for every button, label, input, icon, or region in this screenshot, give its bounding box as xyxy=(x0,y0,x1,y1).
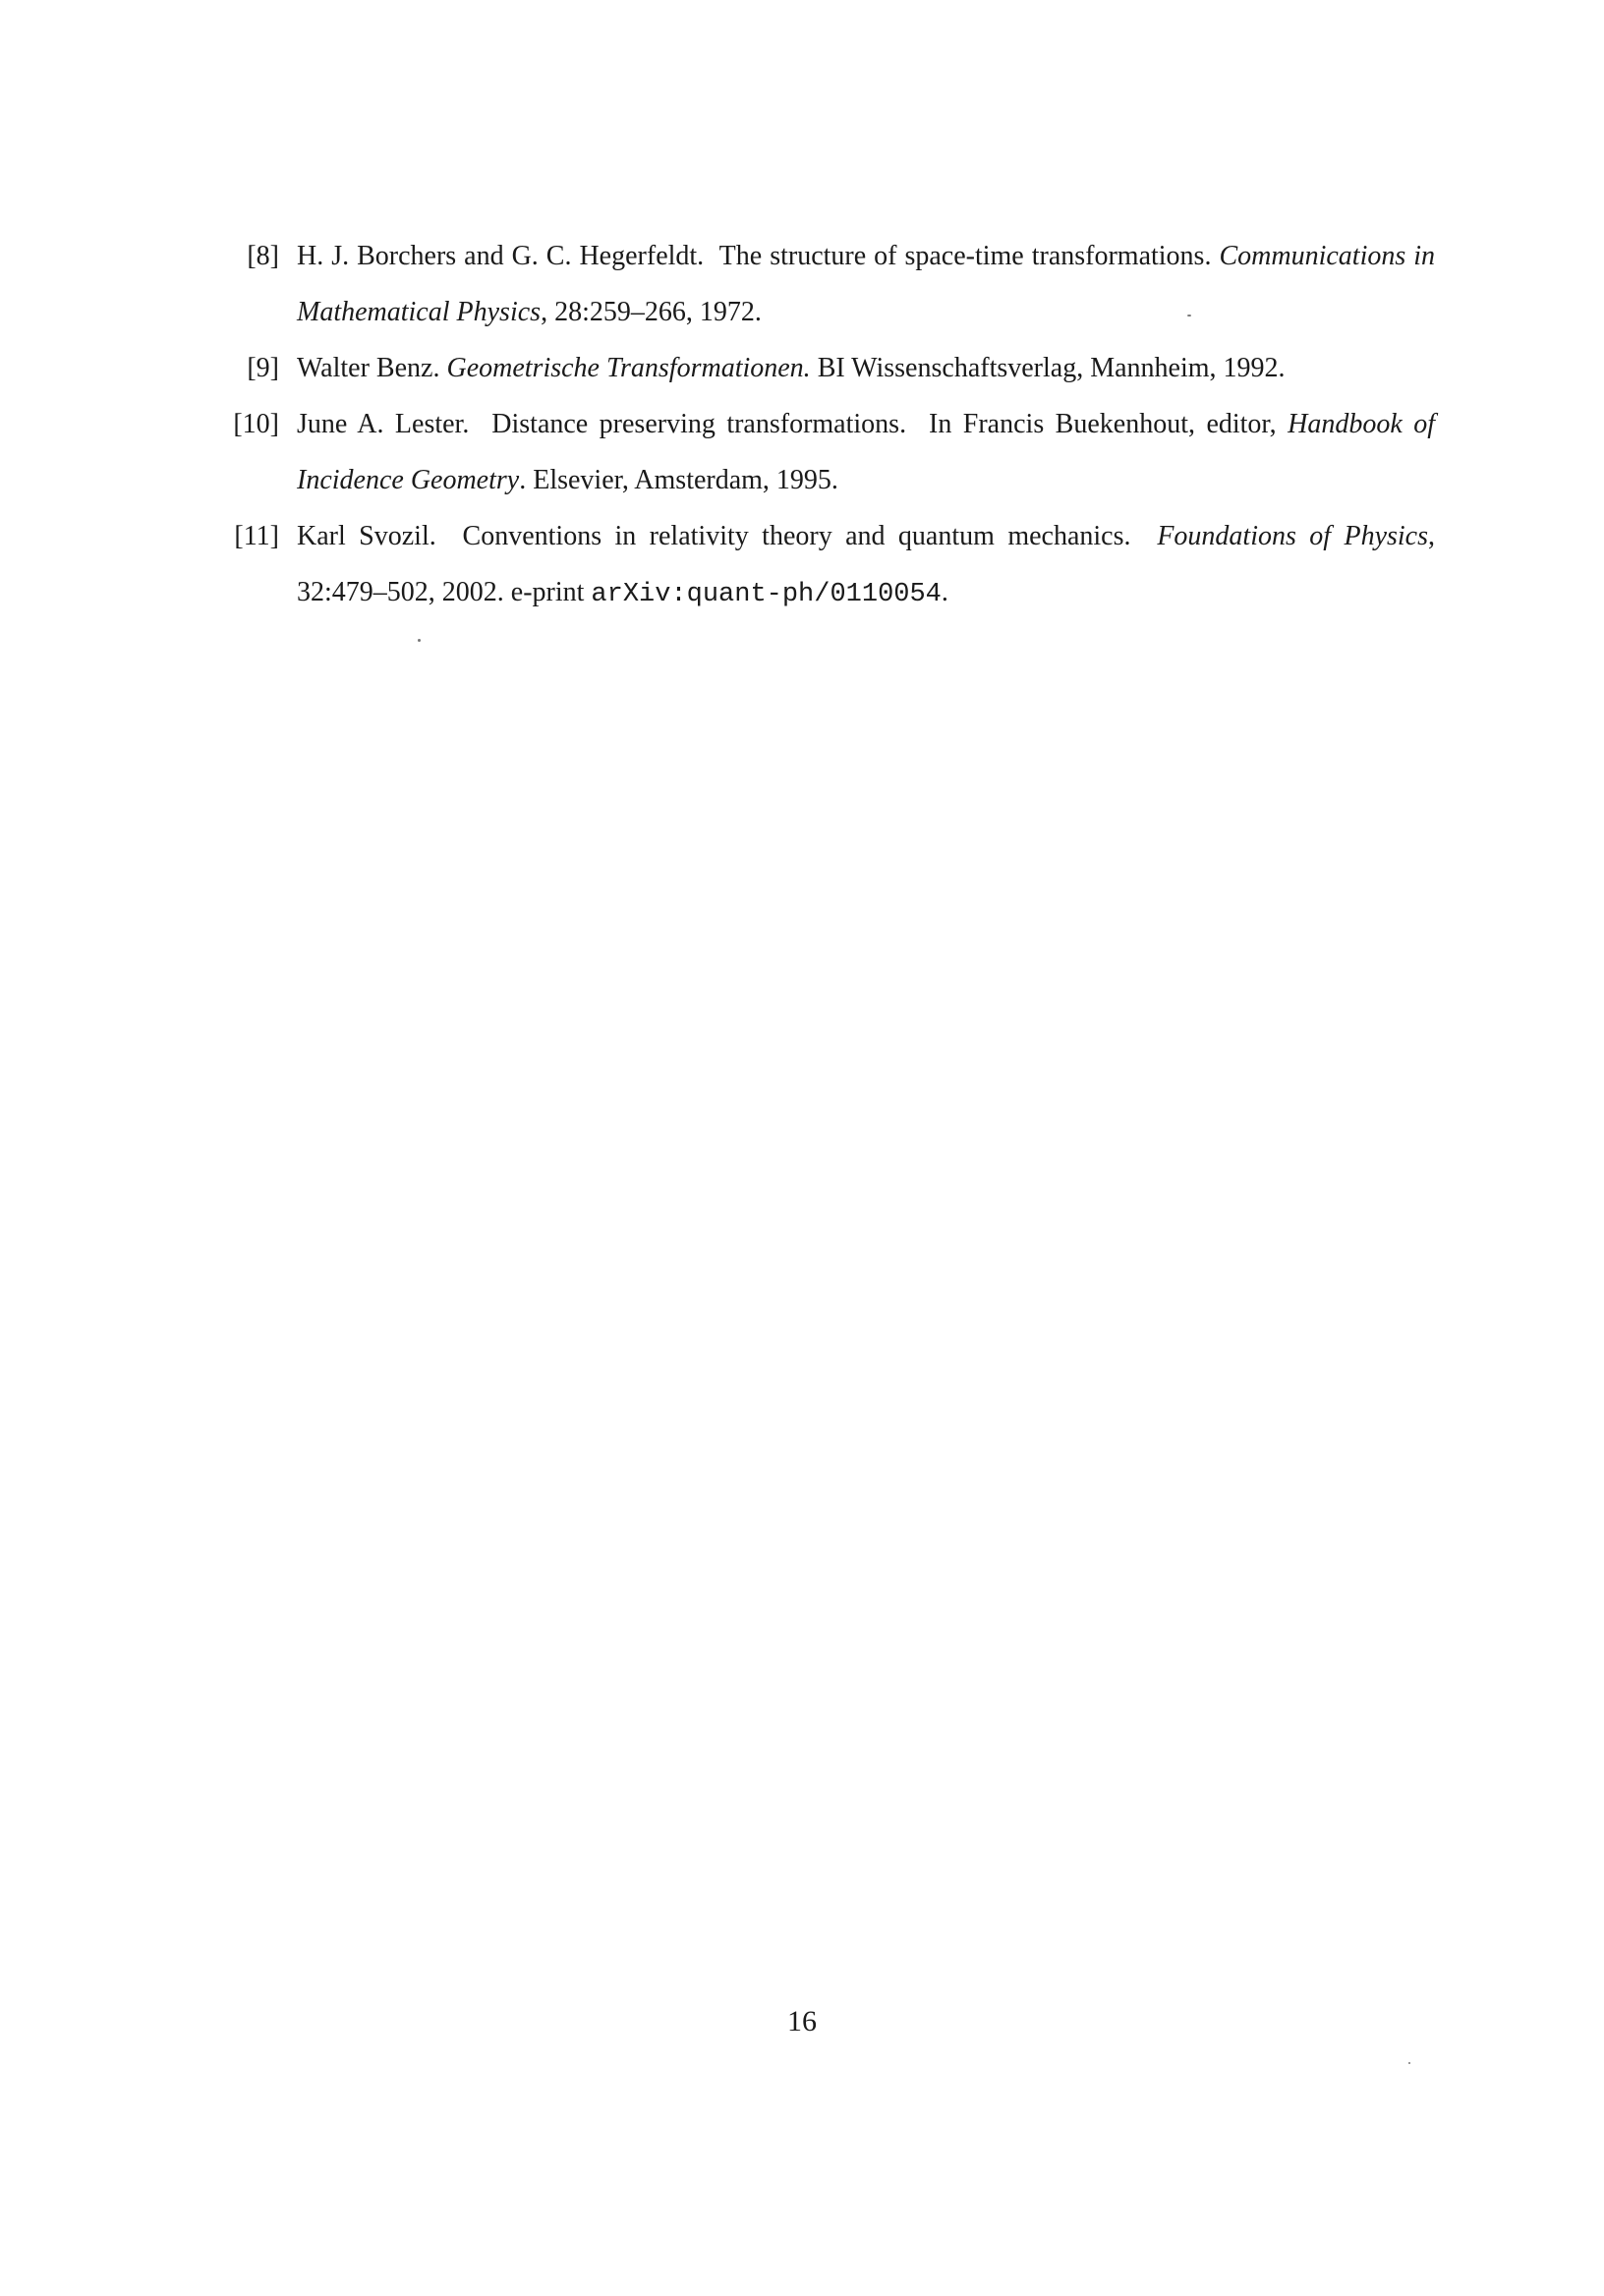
reference-text xyxy=(297,340,1435,396)
references-list xyxy=(216,228,1435,623)
reference-text xyxy=(297,508,1435,623)
reference-title: Conventions in relativity theory and quantum mechanics. xyxy=(462,521,1131,551)
reference-details: , 28:259–266, 1972. xyxy=(541,297,762,327)
reference-11 xyxy=(216,508,1435,623)
scan-speck xyxy=(1408,2062,1410,2064)
reference-authors: Walter Benz. xyxy=(297,353,440,383)
reference-details: BI Wissenschaftsverlag, Mannheim, 1992. xyxy=(817,353,1286,383)
reference-authors: June A. Lester. xyxy=(297,409,470,439)
reference-label: [10] xyxy=(233,409,279,439)
reference-venue: Foundations of Physics xyxy=(1157,521,1428,551)
reference-text xyxy=(297,396,1435,508)
reference-10 xyxy=(216,396,1435,508)
reference-text xyxy=(297,228,1435,340)
reference-eprint: arXiv:quant-ph/0110054 xyxy=(591,580,942,609)
reference-venue: Geometrische Transformationen. xyxy=(446,353,811,383)
reference-details: , 32:479–502, 2002. e-print xyxy=(297,521,1435,607)
scan-speck xyxy=(1187,315,1191,316)
reference-details: . Elsevier, Amsterdam, 1995. xyxy=(519,465,838,495)
reference-venue: Handbook of Incidence Geometry xyxy=(297,409,1435,495)
reference-label: [9] xyxy=(247,353,279,383)
reference-pre-venue: In Francis Buekenhout, editor, xyxy=(929,409,1277,439)
reference-9 xyxy=(216,340,1435,396)
scan-speck xyxy=(418,639,421,642)
page-number: 16 xyxy=(787,2005,817,2038)
reference-label: [11] xyxy=(234,521,279,551)
reference-authors: Karl Svozil. xyxy=(297,521,436,551)
reference-title: Distance preserving transformations. xyxy=(491,409,907,439)
reference-8 xyxy=(216,228,1435,340)
reference-venue: Communications in Mathematical Physics xyxy=(297,241,1436,327)
reference-authors: H. J. Borchers and G. C. Hegerfeldt. xyxy=(297,241,705,271)
reference-label: [8] xyxy=(247,241,279,271)
reference-end: . xyxy=(941,577,948,607)
reference-title: The structure of space-time transformations. xyxy=(718,241,1212,271)
